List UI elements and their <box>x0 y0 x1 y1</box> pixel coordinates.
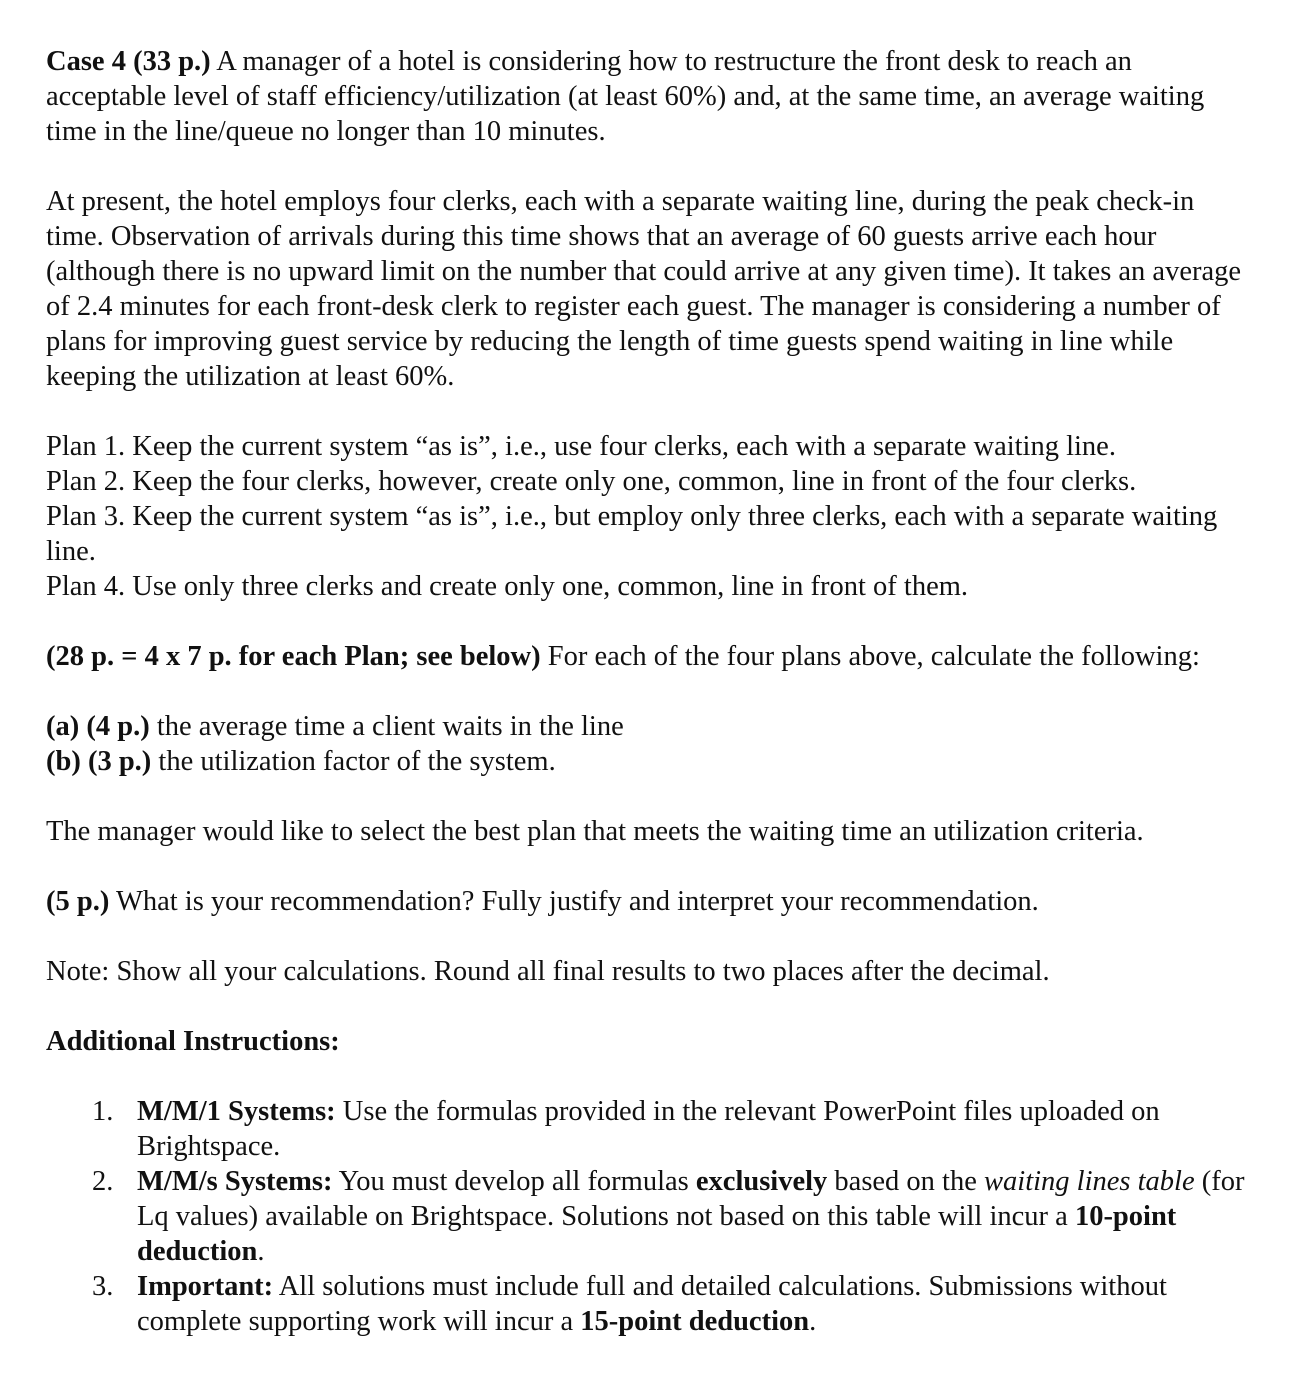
present-paragraph: At present, the hotel employs four clerks, each with a separate waiting line, during the peak check-in time. Observation of arrivals during this time shows that an average of 60 guests arrive each hour (although there is no upward limit on the number that could arrive at any given time). It takes an average of 2.4 minutes for each front-desk clerk to register each guest. The manager is considering a number of plans for improving guest service by reducing the length of time guests spend waiting in line while keeping the utilization at least 60%. <box>46 186 1242 392</box>
part-b <box>46 744 1246 779</box>
instruction-label: M/M/s Systems: <box>137 1166 333 1197</box>
instruction-item-1 <box>46 1094 1246 1164</box>
plan-4: Plan 4. Use only three clerks and create only one, common, line in front of them. <box>46 571 969 602</box>
part-a-points: (a) (4 p.) <box>46 711 150 742</box>
additional-heading: Additional Instructions: <box>46 1026 340 1057</box>
instruction-text: All solutions must include full and detailed calculations. Submissions without complete supporting work will incur a <box>137 1271 1167 1337</box>
instruction-emphasis: exclusively <box>695 1166 828 1197</box>
plan-1: Plan 1. Keep the current system “as is”, i.e., use four clerks, each with a separate waiting line. <box>46 431 1116 462</box>
manager-paragraph: The manager would like to select the best plan that meets the waiting time an utilization criteria. <box>46 816 1144 847</box>
instruction-text: based on the <box>827 1166 985 1197</box>
instruction-text: . <box>809 1306 817 1337</box>
instruction-text: . <box>257 1236 265 1267</box>
instruction-number: 1. <box>92 1096 114 1127</box>
instruction-number: 2. <box>92 1166 114 1197</box>
case-paragraph <box>46 44 1246 149</box>
part-a <box>46 709 1246 744</box>
recommendation-text: What is your recommendation? Fully justify and interpret your recommendation. <box>109 886 1039 917</box>
instruction-text: Use the formulas provided in the relevant PowerPoint files uploaded on Brightspace. <box>137 1096 1160 1162</box>
part-a-text: the average time a client waits in the line <box>149 711 624 742</box>
instruction-text: You must develop all formulas <box>332 1166 696 1197</box>
part-b-points: (b) (3 p.) <box>46 746 152 777</box>
case-intro: A manager of a hotel is considering how to restructure the front desk to reach an acceptable level of staff efficiency/utilization (at least 60%) and, at the same time, an average waiting time in the line/queue no longer than 10 minutes. <box>46 46 1205 147</box>
instruction-italic: waiting lines table <box>984 1166 1195 1197</box>
plan-2: Plan 2. Keep the four clerks, however, create only one, common, line in front of the four clerks. <box>46 466 1137 497</box>
instruction-text: (for Lq values) available on Brightspace. Solutions not based on this table will incur a <box>137 1166 1245 1232</box>
case-title: Case 4 (33 p.) <box>46 46 211 77</box>
recommendation-paragraph <box>46 884 1246 919</box>
recommendation-points: (5 p.) <box>46 886 110 917</box>
document-page <box>46 44 1246 1339</box>
calc-text: For each of the four plans above, calculate the following: <box>540 641 1200 672</box>
instruction-deduction: 10-point deduction <box>137 1201 1177 1267</box>
plan-3: Plan 3. Keep the current system “as is”, i.e., but employ only three clerks, each with a separate waiting line. <box>46 501 1218 567</box>
instruction-label: Important: <box>137 1271 274 1302</box>
instructions-list <box>46 1094 1246 1339</box>
instruction-item-2 <box>46 1164 1246 1269</box>
instruction-number: 3. <box>92 1271 114 1302</box>
calc-paragraph <box>46 639 1246 674</box>
note-paragraph: Note: Show all your calculations. Round all final results to two places after the decimal. <box>46 956 1050 987</box>
part-b-text: the utilization factor of the system. <box>151 746 556 777</box>
instruction-item-3 <box>46 1269 1246 1339</box>
instruction-label: M/M/1 Systems: <box>137 1096 336 1127</box>
instruction-deduction: 15-point deduction <box>580 1306 810 1337</box>
calc-points: (28 p. = 4 x 7 p. for each Plan; see below) <box>46 641 541 672</box>
